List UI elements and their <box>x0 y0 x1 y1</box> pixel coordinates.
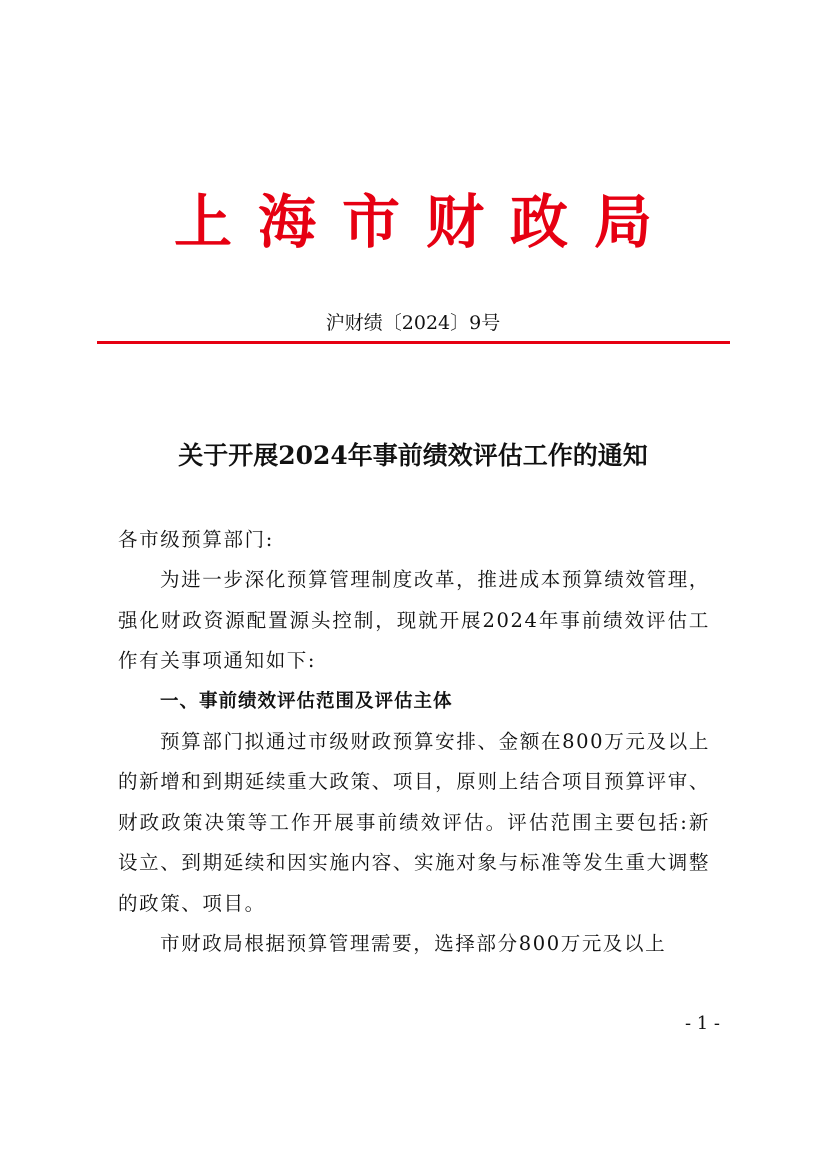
document-title: 关于开展2024年事前绩效评估工作的通知 <box>178 441 648 470</box>
section-heading: 一、事前绩效评估范围及评估主体 <box>160 690 453 712</box>
page-number: - 1 - <box>684 1013 720 1034</box>
document-number: 沪财绩〔2024〕9号 <box>325 312 501 334</box>
salutation: 各市级预算部门: <box>118 528 274 551</box>
body-paragraph-continued: 市财政局根据预算管理需要，选择部分800万元及以上 <box>160 932 667 956</box>
intro-paragraph: 为进一步深化预算管理制度改革，推进成本预算绩效管理，强化财政资源配置源头控制，现就开展2024年事前绩效评估工作有关事项通知如下: <box>118 568 710 673</box>
red-separator-line <box>97 341 730 344</box>
body-paragraph: 预算部门拟通过市级财政预算安排、金额在800万元及以上的新增和到期延续重大政策、项目，原则上结合项目预算评审、财政政策决策等工作开展事前绩效评估。评估范围主要包括:新设立、到期延续和因实施内容、实施对象与标准等发生重大调整的政策、项目。 <box>118 730 710 915</box>
masthead-title: 上海市财政局 <box>173 188 678 256</box>
document-body <box>118 520 710 964</box>
